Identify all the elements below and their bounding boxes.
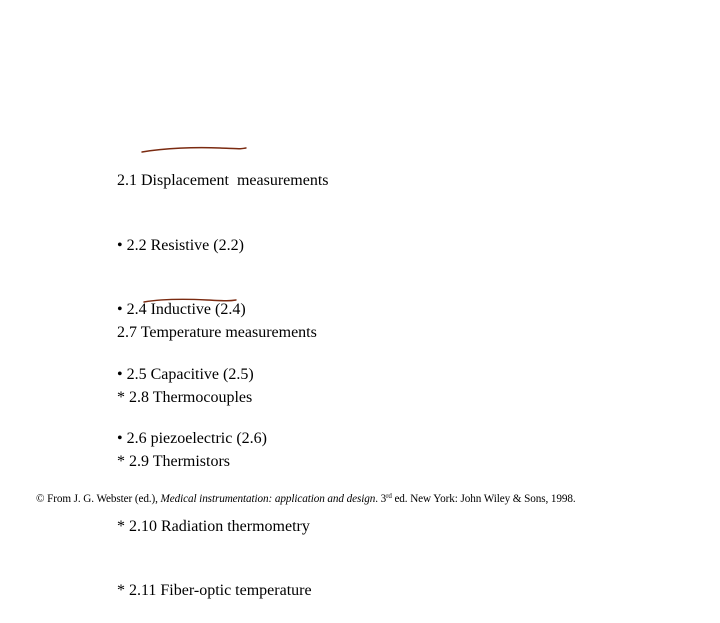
list-item: * 2.10 Radiation thermometry: [117, 517, 310, 535]
citation-suffix: ed. New York: John Wiley & Sons, 1998.: [391, 493, 576, 505]
citation-edition-sup: rd: [386, 492, 392, 500]
temperature-section: [117, 279, 317, 623]
list-item: * 2.9 Thermistors: [117, 453, 231, 470]
list-item: • 2.5 Capacitive (2.5): [117, 365, 254, 383]
section-heading: 2.1 Displacement measurements: [117, 172, 329, 189]
citation-footer: [36, 488, 576, 507]
citation-edition-num: . 3: [375, 493, 387, 505]
list-item: • 2.4 Inductive (2.4): [117, 301, 246, 318]
citation-title: Medical instrumentation: application and design: [160, 493, 376, 505]
citation-prefix: © From J. G. Webster (ed.),: [36, 493, 161, 505]
list-item: * 2.11 Fiber-optic temperature: [117, 582, 312, 599]
list-item: • 2.2 Resistive (2.2): [117, 236, 244, 254]
list-item: * 2.8 Thermocouples: [117, 388, 253, 406]
list-item: • 2.6 piezoelectric (2.6): [117, 430, 267, 447]
section-heading: 2.7 Temperature measurements: [117, 324, 317, 341]
